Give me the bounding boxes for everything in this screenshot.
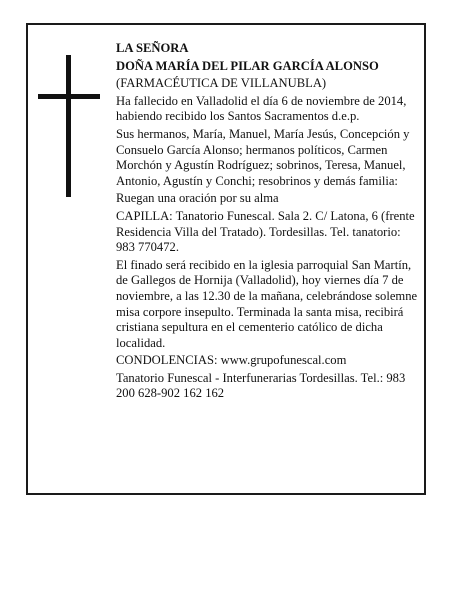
deceased-name: DOÑA MARÍA DEL PILAR GARCÍA ALONSO <box>116 58 379 73</box>
obituary-notice <box>26 23 426 495</box>
deceased-subtitle: (FARMACÉUTICA DE VILLANUBLA) <box>116 76 327 91</box>
notice-title: LA SEÑORA <box>116 41 189 55</box>
chapel-info: CAPILLA: Tanatorio Funescal. Sala 2. C/ Latona, 6 (frente Residencia Villa del Tratado). Tordesillas. Tel. tanatorio: 983 770472. <box>116 208 415 255</box>
funeral-info: El finado será recibido en la iglesia parroquial San Martín, de Gallegos de Hornija (Valladolid), hoy viernes día 7 de noviembre, a las 12.30 de la mañana, celebrándose solemne misa corpore insepulto. Terminada la santa misa, recibirá cristiana sepultura en el cementerio católico de dicha localidad. <box>116 257 418 350</box>
family-list: Sus hermanos, María, Manuel, María Jesús, Concepción y Consuelo García Alonso; hermanos políticos, Carmen Morchón y Agustín Rodríguez; sobrinos, Teresa, Manuel, Antonio, Agustín y Conchi; resobrinos y demás familia: <box>116 126 410 188</box>
cross-icon <box>38 55 100 197</box>
funeral-home-info: Tanatorio Funescal - Interfunerarias Tordesillas. Tel.: 983 200 628-902 162 162 <box>116 370 406 401</box>
prayer-request: Ruegan una oración por su alma <box>116 191 279 206</box>
cross-horizontal-bar <box>38 94 100 99</box>
notice-text-block <box>116 41 421 404</box>
condolences-info: CONDOLENCIAS: www.grupofunescal.com <box>116 353 347 368</box>
cross-vertical-bar <box>66 55 71 197</box>
death-announcement: Ha fallecido en Valladolid el día 6 de noviembre de 2014, habiendo recibido los Santos Sacramentos d.e.p. <box>116 93 407 124</box>
